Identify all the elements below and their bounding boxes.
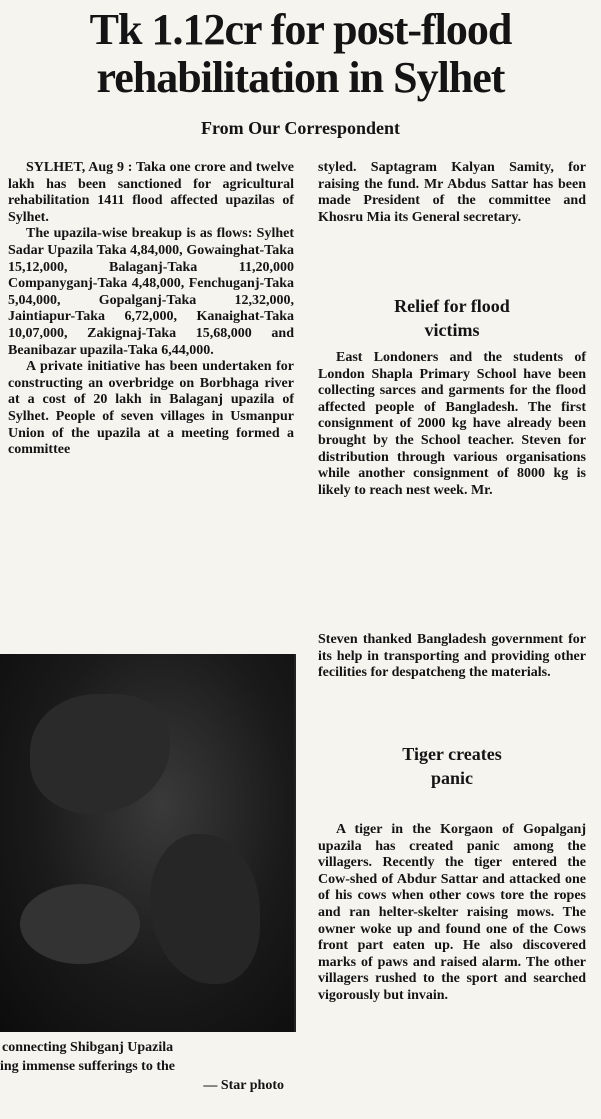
- tiger-subhead-line-1: Tiger creates: [402, 744, 502, 764]
- caption-line-2: ing immense sufferings to the: [0, 1059, 175, 1074]
- article-paragraph: The upazila-wise breakup is as flows: Sylhet Sadar Upazila Taka 4,84,000, Gowainghat-Taka 15,12,000, Balaganj-Taka 11,20,000 Companyganj-Taka 4,48,000, Fenchuganj-Taka 5,04,000, Gopalganj-Taka 12,32,000, Jaintiapur-Taka 6,72,000, Kanaighat-Taka 10,07,000, Zakignaj-Taka 15,68,000 and Beanibazar upazila-Taka 6,44,000.: [8, 226, 294, 358]
- article-paragraph: A private initiative has been undertaken for constructing an overbridge on Borbhaga river at a cost of 20 lakh in Balaganj upazila of Sylhet. People of seven villages in Usmanpur Union of the upazila at a meeting formed a committee: [8, 359, 294, 458]
- photo-shadow-shape: [30, 694, 170, 814]
- headline-line-2: rehabilitation in Sylhet: [96, 53, 505, 102]
- relief-article: [318, 350, 586, 499]
- photo-shadow-shape: [150, 834, 260, 984]
- relief-subhead-line-1: Relief for flood: [394, 296, 510, 316]
- article-continuation-text: styled. Saptagram Kalyan Samity, for raising the fund. Mr Abdus Sattar has been made President of the committee and Khosru Mia its General secretary.: [318, 160, 586, 225]
- photo-shadow-shape: [20, 884, 140, 964]
- tiger-subhead-line-2: panic: [430, 768, 473, 788]
- tiger-article: [318, 822, 586, 1005]
- photo-caption: [0, 1038, 284, 1095]
- headline-line-1: Tk 1.12cr for post-flood: [89, 5, 512, 54]
- tiger-paragraph: A tiger in the Korgaon of Gopalganj upazila has created panic among the villagers. Recently the tiger entered the Cow-shed of Abdur Sattar and attacked one of his cows when other cows tore the ropes and ran helter-skelter raising mows. The owner woke up and found one of the Cows front part eaten up. He also discovered marks of paws and raised alarm. The other villagers rushed to the sport and searched vigorously but invain.: [318, 822, 586, 1003]
- news-photo: [0, 654, 296, 1032]
- main-article-left-column: [8, 160, 294, 459]
- relief-subhead: [318, 294, 586, 342]
- tiger-subhead: [318, 742, 586, 790]
- photo-credit: — Star photo: [203, 1078, 284, 1093]
- relief-continuation-text: Steven thanked Bangladesh government for its help in transporting and providing other fecilities for despatcheng the materials.: [318, 632, 586, 681]
- caption-line-1: connecting Shibganj Upazila: [2, 1040, 174, 1055]
- relief-article-continuation: [318, 632, 586, 682]
- main-article-continuation: [318, 160, 586, 226]
- relief-subhead-line-2: victims: [424, 320, 480, 340]
- byline: From Our Correspondent: [200, 118, 400, 138]
- article-paragraph: SYLHET, Aug 9 : Taka one crore and twelve lakh has been sanctioned for agricultural rehabilitation 1411 flood affected upazilas of Sylhet.: [8, 160, 294, 225]
- relief-paragraph: East Londoners and the students of London Shapla Primary School have been collecting sarces and garments for the flood affected people of Bangladesh. The first consignment of 2000 kg have already been brought by the School teacher. Steven for distribution through various organisations while another consignment of 8000 kg is likely to reach nest week. Mr.: [318, 350, 586, 498]
- headline: [0, 6, 601, 102]
